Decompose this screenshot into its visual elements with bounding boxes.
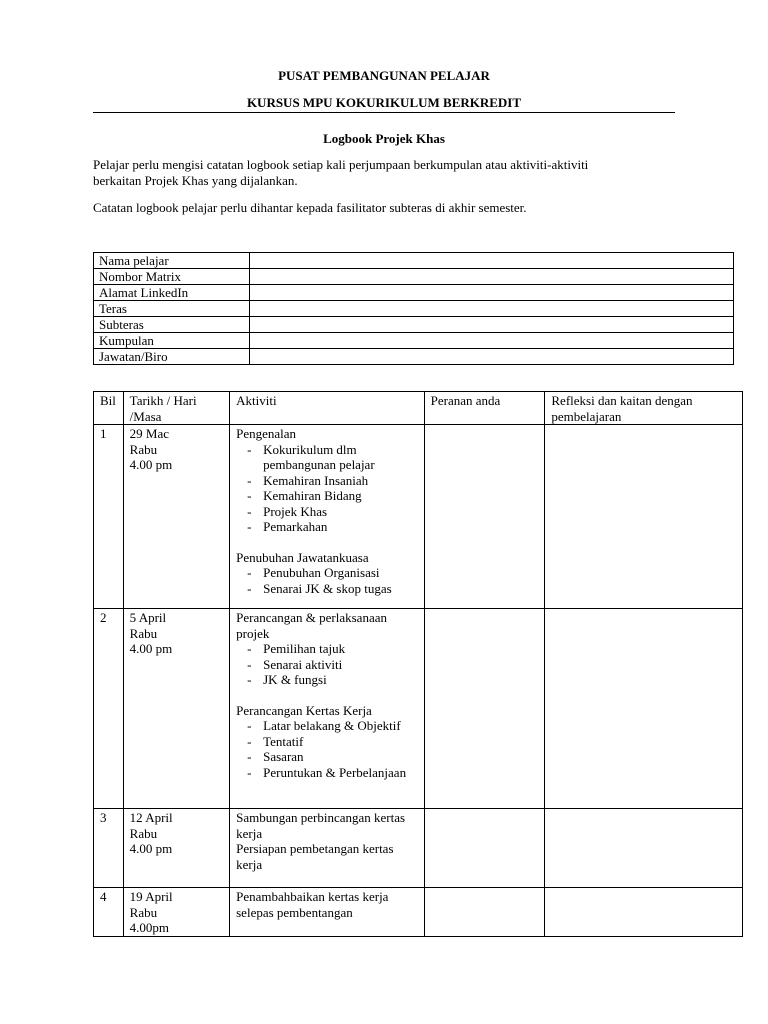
intro-line: Pelajar perlu mengisi catatan logbook setiap kali perjumpaan berkumpulan atau aktiviti-aktiviti [93,157,589,172]
row-day: Rabu [129,625,158,641]
info-row [94,317,734,333]
row-date: 29 Mac [129,426,170,441]
row-activity-cell [230,609,424,809]
activity-item: - Pemarkahan [244,519,417,535]
activity-item: - Tentatif [244,734,417,750]
info-label: Subteras [94,317,250,333]
info-label: Teras [94,301,250,317]
info-row [94,269,734,285]
header-tarikh [123,392,229,425]
row-time: 4.00 pm [129,641,173,656]
header-refleksi [545,392,743,425]
row-role-cell[interactable] [424,888,545,937]
info-row [94,333,734,349]
student-info-table [93,252,734,365]
row-date-cell [123,888,229,937]
row-day: Rabu [129,904,158,920]
activity-group-title: Perancangan Kertas Kerja [236,702,372,718]
submission-note: Catatan logbook pelajar perlu dihantar kepada fasilitator subteras di akhir semester. [93,200,527,215]
activity-group-title: Pengenalan [236,426,297,441]
row-day: Rabu [129,825,158,841]
info-value-field[interactable] [250,269,734,285]
logbook-title: Logbook Projek Khas [323,131,445,146]
row-date-cell [123,425,229,609]
row-time: 4.00 pm [129,841,173,856]
activity-list [236,641,417,688]
activity-text: Penambahbaikan kertas kerja selepas pembentangan [236,889,389,920]
table-row [94,809,743,888]
info-value-field[interactable] [250,349,734,365]
info-row [94,301,734,317]
activity-item: - Projek Khas [244,504,417,520]
table-row [94,888,743,937]
activity-group-title: Perancangan & perlaksanaan projek [236,610,387,641]
header-divider [93,112,675,113]
row-role-cell[interactable] [424,425,545,609]
info-label: Jawatan/Biro [94,349,250,365]
activity-item: - Senarai aktiviti [244,657,417,673]
activity-item: - Senarai JK & skop tugas [244,581,417,597]
logbook-table [93,391,743,937]
row-date-cell [123,609,229,809]
header-peranan: Peranan anda [424,392,545,425]
info-label: Alamat LinkedIn [94,285,250,301]
activity-item: - Kemahiran Bidang [244,488,417,504]
row-bil: 3 [94,809,124,888]
row-date: 12 April [129,810,173,825]
row-reflection-cell[interactable] [545,425,743,609]
activity-item: - Pemilihan tajuk [244,641,417,657]
info-row [94,285,734,301]
activity-list [236,718,417,780]
header-refleksi-line: pembelajaran [551,408,622,424]
activity-item: - JK & fungsi [244,672,417,688]
row-day: Rabu [129,441,158,457]
table-row [94,609,743,809]
activity-item: - Kemahiran Insaniah [244,473,417,489]
row-reflection-cell[interactable] [545,609,743,809]
header-aktiviti: Aktiviti [230,392,424,425]
activity-text: Sambungan perbincangan kertas kerja [236,810,406,841]
header-bil: Bil [94,392,124,425]
row-reflection-cell[interactable] [545,888,743,937]
info-row [94,349,734,365]
row-role-cell[interactable] [424,609,545,809]
info-value-field[interactable] [250,253,734,269]
table-row [94,425,743,609]
activity-list [236,442,417,535]
info-label: Nombor Matrix [94,269,250,285]
row-date: 5 April [129,610,167,625]
info-row [94,253,734,269]
info-label: Nama pelajar [94,253,250,269]
activity-item: - Peruntukan & Perbelanjaan [244,765,417,781]
row-date: 19 April [129,889,173,904]
header-tarikh-line: Tarikh / Hari [129,393,197,408]
header-refleksi-line: Refleksi dan kaitan dengan [551,393,693,408]
row-activity-cell [230,888,424,937]
row-bil: 2 [94,609,124,809]
intro-paragraph [93,157,693,188]
center-title: PUSAT PEMBANGUNAN PELAJAR [278,68,490,83]
info-value-field[interactable] [250,285,734,301]
activity-text: Persiapan pembetangan kertas kerja [236,841,394,872]
row-role-cell[interactable] [424,809,545,888]
activity-item: - Penubuhan Organisasi [244,565,417,581]
row-activity-cell [230,809,424,888]
table-header-row [94,392,743,425]
course-title: KURSUS MPU KOKURIKULUM BERKREDIT [246,95,522,110]
activity-list [236,565,417,596]
activity-item: - Kokurikulum dlm pembangunan pelajar [244,442,417,473]
row-date-cell [123,809,229,888]
row-reflection-cell[interactable] [545,809,743,888]
info-value-field[interactable] [250,317,734,333]
info-value-field[interactable] [250,301,734,317]
row-time: 4.00pm [129,920,170,935]
header-tarikh-line: /Masa [129,408,162,424]
activity-item: - Latar belakang & Objektif [244,718,417,734]
intro-line: berkaitan Projek Khas yang dijalankan. [93,172,298,188]
activity-item: - Sasaran [244,749,417,765]
row-time: 4.00 pm [129,457,173,472]
row-bil: 1 [94,425,124,609]
info-value-field[interactable] [250,333,734,349]
activity-group-title: Penubuhan Jawatankuasa [236,549,369,565]
info-label: Kumpulan [94,333,250,349]
row-activity-cell [230,425,424,609]
row-bil: 4 [94,888,124,937]
